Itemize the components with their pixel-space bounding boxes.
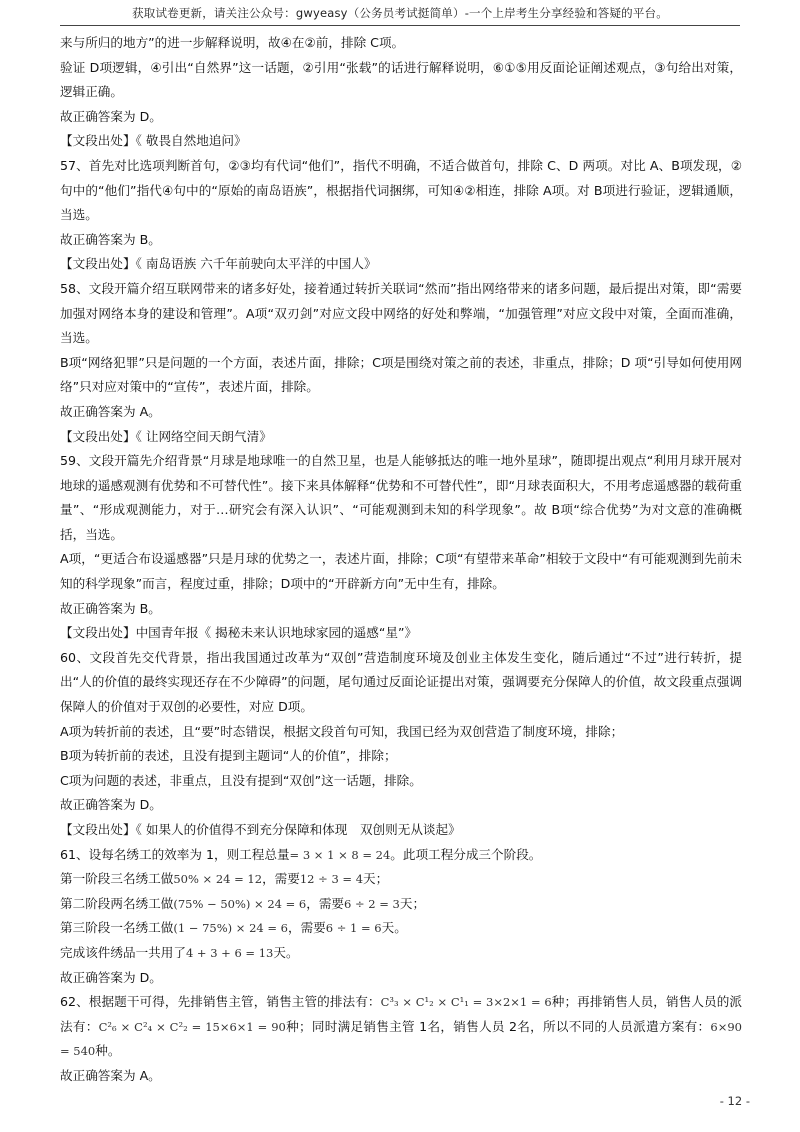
formula: C³₃ × C¹₂ × C¹₁ = 3×2×1 = 6 — [380, 995, 552, 1010]
source-line: 【文段出处】《 让网络空间天朗气清》 — [60, 428, 272, 444]
document-body — [60, 31, 742, 1089]
answer-line: 故正确答案为 D。 — [60, 969, 162, 985]
formula: (75% − 50%) × 24 = 6 — [173, 896, 307, 911]
answer-line: 故正确答案为 A。 — [60, 1067, 161, 1083]
source-line: 【文段出处】《 南岛语族 六千年前驶向太平洋的中国人》 — [60, 256, 377, 272]
q61-total: 完成该件绣品一共用了4 + 3 + 6 = 13天。 — [60, 944, 299, 960]
formula: = 3 × 1 × 8 = 24 — [289, 847, 391, 862]
paragraph: B项“网络犯罪”只是问题的一个方面，表述片面，排除；C项是围绕对策之前的表述，非重点，排除；D 项“引导如何使用网络”只对应对策中的“宣传”，表述片面，排除。 — [60, 354, 742, 395]
source-line: 【文段出处】中国青年报《 揭秘未来认识地球家园的遥感“星”》 — [60, 625, 418, 641]
paragraph: 58、文段开篇介绍互联网带来的诸多好处，接着通过转折关联词“然而”指出网络带来的诸多问题，最后提出对策，即“需要加强对网络本身的建设和管理”。A项“双刃剑”对应文段中网络的好处和弊端，“加强管理”对应文段中对策，全面而准确，当选。 — [60, 280, 742, 346]
paragraph: A项为转折前的表述，且“要”时态错误，根据文段首句可知，我国已经为双创营造了制度环境，排除； — [60, 723, 624, 739]
page-number: - 12 - — [719, 1094, 750, 1108]
paragraph: 59、文段开篇先介绍背景“月球是地球唯一的自然卫星，也是人能够抵达的唯一地外星球”，随即提出观点“利用月球开展对地球的遥感观测有优势和不可替代性”。接下来具体解释“优势和不可替代性”，即“月球表面积大，不用考虑遥感器的载荷重量”、“形成观测能力，对于…研究会有深入认识”、“可能观测到未知的科学现象”。故 B项“综合优势”为对文意的准确概括，当选。 — [60, 453, 742, 542]
source-line: 【文段出处】《 如果人的价值得不到充分保障和体现 双创则无从谈起》 — [60, 822, 461, 837]
paragraph: B项为转折前的表述，且没有提到主题词“人的价值”，排除； — [60, 748, 397, 764]
formula: (1 − 75%) × 24 = 6 — [173, 921, 288, 936]
paragraph: 验证 D项逻辑，④引出“自然界”这一话题，②引用“张载”的话进行解释说明，⑥①⑤用反面论证阐述观点，③句给出对策，逻辑正确。 — [60, 59, 742, 100]
answer-line: 故正确答案为 A。 — [60, 403, 161, 419]
formula: 6 ÷ 1 = 6 — [325, 921, 382, 936]
q61-intro: 61、设每名绣工的效率为 1，则工程总量= 3 × 1 × 8 = 24。此项工程分成三个阶段。 — [60, 846, 542, 862]
formula: 4 + 3 + 6 = 13 — [185, 945, 274, 960]
page-header: 获取试卷更新，请关注公众号：gwyeasy（公务员考试挺简单）-一个上岸考生分享经验和答疑的平台。 — [132, 6, 668, 20]
q62-solution: 62、根据题干可得，先排销售主管，销售主管的排法有：C³₃ × C¹₂ × C¹₁ = 3×2×1 = 6种；再排销售人员，销售人员的派法有：C²₆ × C²₄ × C²₂ = 15×6×1 = 90种；同时满足销售主管 1名，销售人员 2名，所以不同的人员派遣方案有：6×90 = 540种。 — [60, 994, 742, 1059]
formula: C²₆ × C²₄ × C²₂ = 15×6×1 = 90 — [98, 1019, 286, 1034]
answer-line: 故正确答案为 B。 — [60, 231, 161, 247]
paragraph: 来与所归的地方”的进一步解释说明，故④在②前，排除 C项。 — [60, 35, 405, 50]
paragraph: 57、首先对比选项判断首句，②③均有代词“他们”，指代不明确，不适合做首句，排除 C、D 两项。对比 A、B项发现，②句中的“他们”指代④句中的“原始的南岛语族”，根据指代词捆绑，可知④②相连，排除 A项。对 B项进行验证，逻辑通顺，当选。 — [60, 157, 742, 223]
answer-line: 故正确答案为 B。 — [60, 600, 161, 616]
paragraph: C项为问题的表述，非重点，且没有提到“双创”这一话题，排除。 — [60, 772, 422, 788]
paragraph: 60、文段首先交代背景，指出我国通过改革为“双创”营造制度环境及创业主体发生变化，随后通过“不过”进行转折，提出“人的价值的最终实现还存在不少障碍”的问题，尾句通过反面论证提出对策，强调要充分保障人的价值，故文段重点强调保障人的价值对于双创的必要性，对应 D项。 — [60, 649, 742, 715]
formula: 12 ÷ 3 = 4 — [299, 872, 364, 887]
answer-line: 故正确答案为 D。 — [60, 108, 162, 124]
answer-line: 故正确答案为 D。 — [60, 797, 162, 813]
formula: 6×90 = 540 — [60, 1019, 742, 1059]
formula: 6 ÷ 2 = 3 — [344, 896, 400, 911]
q61-stage-3: 第三阶段一名绣工做(1 − 75%) × 24 = 6，需要6 ÷ 1 = 6天。 — [60, 920, 407, 936]
formula: 50% × 24 = 12 — [173, 872, 263, 887]
source-line: 【文段出处】《 敬畏自然地追问》 — [60, 133, 247, 149]
q61-stage-1: 第一阶段三名绣工做50% × 24 = 12，需要12 ÷ 3 = 4天； — [60, 871, 389, 887]
q61-stage-2: 第二阶段两名绣工做(75% − 50%) × 24 = 6，需要6 ÷ 2 = 3天； — [60, 895, 426, 911]
header-rule — [60, 25, 740, 26]
paragraph: A项，“更适合布设遥感器”只是月球的优势之一，表述片面，排除；C项“有望带来革命”相较于文段中“有可能观测到先前未知的科学现象”而言，程度过重，排除；D项中的“开辟新方向”无中生有，排除。 — [60, 551, 742, 592]
